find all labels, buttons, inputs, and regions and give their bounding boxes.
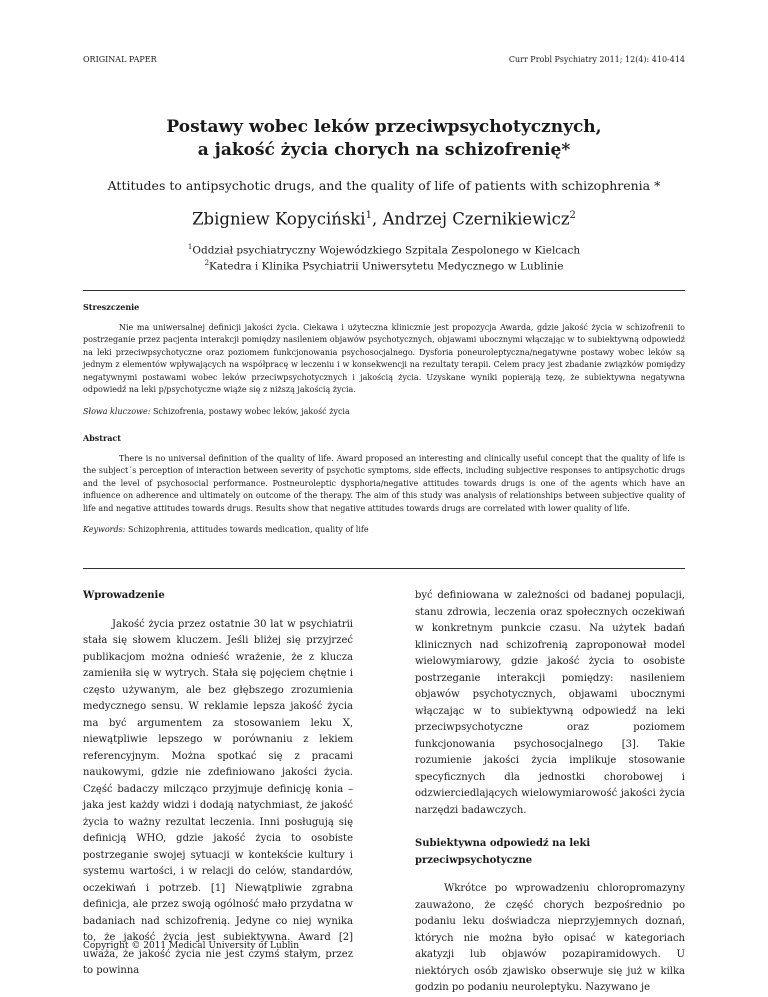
author-separator: ,: [371, 209, 383, 229]
copyright-footer: Copyright © 2011 Medical University of Lublin: [83, 941, 300, 951]
left-column: [83, 588, 353, 980]
paper-title: [80, 116, 688, 162]
abstract-text: There is no universal definition of the quality of life. Award proposed an interesting and clinically useful concept that the quality of life is the subject´s perception of interaction between severity of psychotic symptoms, side effects, including subjective responses to antipsychotic drugs and the level of psychosocial performance. Postneuroleptic dysphoria/negative attitudes towards drugs is one of the agents which have an influence on adherence and ultimately on outcome of the therapy. The aim of this study was analysis of relationships between subjective quality of life and negative attitudes towards drugs. Results show that negative attitudes towards drugs are correlated with lower quality of life.: [83, 453, 685, 513]
author-1-affiliation-mark: 1: [365, 210, 372, 221]
streszczenie-block: [83, 301, 685, 418]
title-line-1: Postawy wobec leków przeciwpsychotycznych,: [166, 117, 602, 137]
streszczenie-heading: Streszczenie: [83, 302, 140, 312]
affiliation-2-text: Katedra i Klinika Psychiatrii Uniwersytetu Medycznego w Lublinie: [209, 260, 564, 273]
citation-header: Curr Probl Psychiatry 2011; 12(4): 410-414: [508, 55, 685, 64]
affiliation-1-mark: 1: [187, 243, 193, 251]
slowa-kluczowe-text: Schizofrenia, postawy wobec leków, jakość życia: [150, 406, 350, 416]
right-column: [415, 588, 685, 997]
section-heading-introduction: Wprowadzenie: [83, 590, 165, 601]
slowa-kluczowe-label: Słowa kluczowe:: [83, 406, 151, 416]
keywords: [83, 524, 685, 537]
author-1: Zbigniew Kopyciński: [192, 209, 366, 229]
english-title: Attitudes to antipsychotic drugs, and the quality of life of patients with schizophrenia *: [107, 178, 661, 193]
affiliation-2: [60, 256, 708, 275]
abstract-block: [83, 432, 685, 537]
abstract-top-rule: [83, 290, 685, 291]
slowa-kluczowe: [83, 406, 685, 419]
author-2: Andrzej Czernikiewicz: [382, 209, 570, 229]
keywords-text: Schizophrenia, attitudes towards medication, quality of life: [125, 525, 369, 534]
affiliation-2-mark: 2: [204, 259, 210, 267]
abstract-bottom-rule: [83, 568, 685, 569]
section-heading-subjective-response: Subiektywna odpowiedź na leki przeciwpsychotyczne: [415, 838, 591, 866]
author-2-affiliation-mark: 2: [569, 210, 576, 221]
title-line-2: a jakość życia chorych na schizofrenię*: [197, 140, 571, 160]
continued-paragraph: być definiowana w zależności od badanej populacji, stanu zdrowia, leczenia oraz społecznych oczekiwań w konkretnym punkcie czasu. Na użytek badań klinicznych nad schizofrenią zaproponował model wielowymiarowy, gdzie jakość życia to osobiste postrzeganie interakcji pomiędzy: nasileniem objawów psychotycznych, objawami ubocznymi włączając w to subiektywną odpowiedź na leki przeciwpsychotyczne oraz poziomem funkcjonowania psychosocjalnego [3]. Takie rozumienie jakości życia implikuje stosowanie specyficznych dla jednostki chorobowej i odzwierciedlających wielowymiarowość jakości życia narzędzi badawczych.: [415, 590, 685, 816]
journal-section-label: ORIGINAL PAPER: [83, 55, 157, 64]
author-list: [60, 205, 708, 231]
abstract-heading: Abstract: [83, 433, 121, 443]
streszczenie-text: Nie ma uniwersalnej definicji jakości życia. Ciekawa i użyteczna klinicznie jest propozycja Awarda, gdzie jakość życia w schizofrenii to postrzeganie przez pacjenta interakcji pomiędzy nasileniem objawów psychotycznych, objawami ubocznymi włączając w to subiektywną odpowiedź na leki przeciwpsychotyczne oraz poziomem funkcjonowania psychosocjalnego. Dysforia poneuroleptyczna/negatywne postawy wobec leków są jednym z elementów wpływających na współpracę w leczeniu i w konsekwencji na rezultaty terapii. Celem pracy jest zbadanie związków pomiędzy negatywnymi postawami wobec leków przeciwpsychotycznych i jakością życia. Uzyskane wyniki popierają tezę, że subiektywna negatywna odpowiedź na leki p/psychotyczne wiąże się z niższą jakością życia.: [83, 322, 685, 394]
keywords-label: Keywords:: [83, 525, 126, 534]
introduction-paragraph: Jakość życia przez ostatnie 30 lat w psychiatrii stała się słowem kluczem. Jeśli bliżej się przyjrzeć publikacjom można odnieść wrażenie, że z klucza zamieniła się w wytrych. Stała się pojęciem chętnie i często używanym, ale bez głębszego zrozumienia medycznego sensu. W reklamie lepsza jakość życia ma być argumentem za stosowaniem leku X, niewątpliwie lepszego w porównaniu z lekiem referencyjnym. Można spotkać się z pracami naukowymi, gdzie nie zdefiniowano jakości życia. Część badaczy milcząco przyjmuje definicję konia – jaka jest każdy widzi i dodają natychmiast, że jakość życia to ważny rezultat leczenia. Inni posługują się definicją WHO, gdzie jakość życia to osobiste postrzeganie swojej sytuacji w kontekście kultury i systemu wartości, i w relacji do celów, standardów, oczekiwań i potrzeb. [1] Niewątpliwie zgrabna definicja, ale przez swoją ogólność mało przydatna w badaniach nad schizofrenią. Jedyne co niej wynika to, że jakość życia jest subiektywna. Award [2] uważa, że jakość życia nie jest czymś stałym, przez to powinna: [83, 618, 353, 976]
affiliation-1-text: Oddział psychiatryczny Wojewódzkiego Szpitala Zespolonego w Kielcach: [192, 244, 581, 257]
subjective-response-paragraph: Wkrótce po wprowadzeniu chloropromazyny zauważono, że część chorych bezpośrednio po podaniu leku doświadcza nieprzyjemnych doznań, których nie można było opisać w kategoriach akatyzji lub objawów pozapiramidowych. U niektórych osób zjawisko obserwuje się już w kilka godzin po podaniu neuroleptyku. Nazywano je: [415, 883, 685, 993]
